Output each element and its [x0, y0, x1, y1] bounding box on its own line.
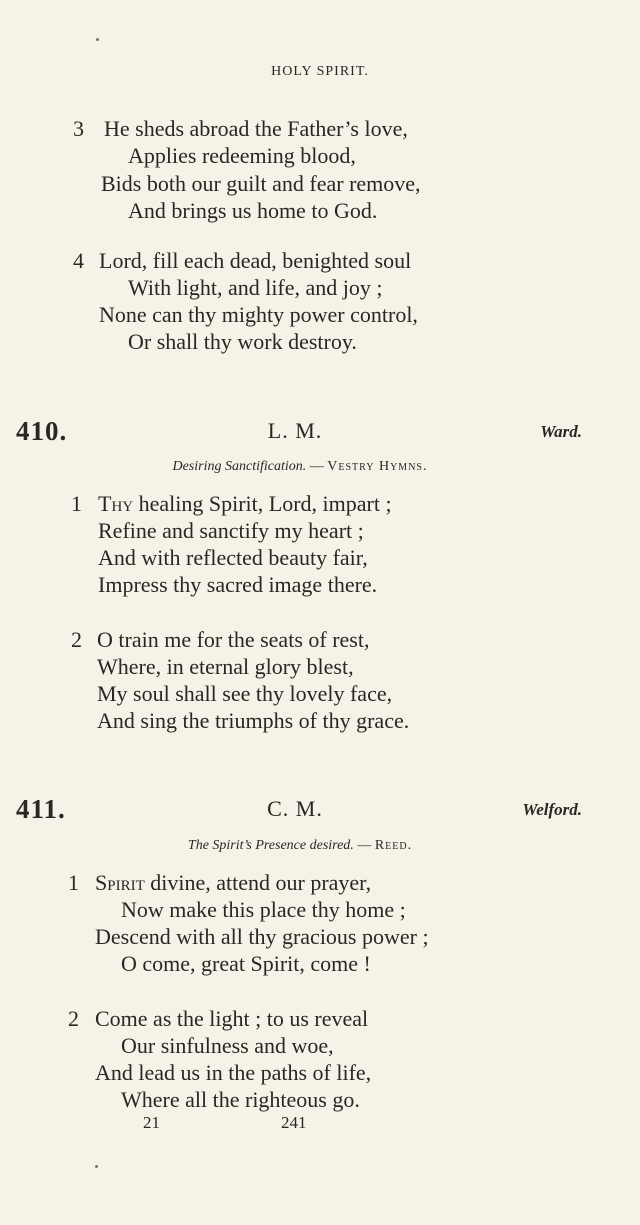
hymn-subtitle — [0, 459, 600, 475]
page-number: 241 — [281, 1113, 307, 1132]
verse-line — [98, 493, 392, 515]
verse-line: None can thy mighty power control, — [99, 302, 418, 327]
tune-name: Ward. — [540, 422, 582, 441]
verse-line: Or shall thy work destroy. — [128, 329, 357, 354]
verse-line: Applies redeeming blood, — [128, 143, 356, 168]
verse-line: Lord, fill each dead, benighted soul — [99, 248, 412, 273]
verse-line: Now make this place thy home ; — [121, 897, 406, 922]
verse-line: O train me for the seats of rest, — [97, 627, 370, 652]
verse-line: Where, in eternal glory blest, — [97, 654, 354, 679]
verse-line: And lead us in the paths of life, — [95, 1060, 372, 1085]
verse-line: O come, great Spirit, come ! — [121, 951, 371, 976]
verse-line: He sheds abroad the Father’s love, — [104, 116, 408, 141]
signature-mark: 21 — [143, 1113, 160, 1132]
verse-line: Refine and sanctify my heart ; — [98, 518, 364, 543]
hymn-title: Desiring Sanctification. — [172, 459, 307, 474]
verse-line: Where all the righteous go. — [121, 1087, 360, 1112]
verse-line-rest: healing Spirit, Lord, impart ; — [133, 491, 392, 516]
verse-line: With light, and life, and joy ; — [128, 275, 383, 300]
verse-line: Come as the light ; to us reveal — [95, 1006, 369, 1031]
subtitle-separator: — — [353, 838, 375, 853]
verse-line: My soul shall see thy lovely face, — [97, 681, 393, 706]
first-word: Thy — [98, 491, 134, 516]
stanza-number: 1 — [68, 870, 79, 895]
running-head: HOLY SPIRIT. — [271, 64, 369, 79]
paper-speck — [96, 38, 99, 41]
verse-line: And with reflected beauty fair, — [98, 545, 368, 570]
hymn-header — [0, 794, 640, 824]
stanza-number: 1 — [71, 491, 82, 516]
verse-line: Bids both our guilt and fear remove, — [101, 171, 421, 196]
stanza-number: 4 — [73, 248, 84, 273]
paper-speck — [95, 1165, 98, 1168]
first-word: Spirit — [95, 870, 145, 895]
verse-line — [95, 872, 371, 894]
verse-line: And brings us home to God. — [128, 198, 378, 223]
hymn-number: 410. — [16, 416, 68, 446]
stanza-number: 2 — [68, 1006, 79, 1031]
hymn-subtitle — [0, 838, 600, 854]
hymn-title: The Spirit’s Presence desired. — [187, 838, 354, 853]
verse-line: Descend with all thy gracious power ; — [95, 924, 429, 949]
verse-line: Our sinfulness and woe, — [121, 1033, 334, 1058]
hymn-author: Vestry Hymns. — [327, 459, 428, 474]
hymn-author: Reed. — [374, 838, 413, 853]
hymn-number: 411. — [16, 794, 66, 824]
hymn-meter: C. M. — [267, 796, 323, 821]
subtitle-separator: — — [306, 459, 328, 474]
tune-name: Welford. — [522, 800, 582, 819]
verse-line-rest: divine, attend our prayer, — [144, 870, 372, 895]
stanza-number: 3 — [73, 116, 84, 141]
verse-line: Impress thy sacred image there. — [98, 572, 378, 597]
hymn-header — [0, 416, 640, 446]
stanza-number: 2 — [71, 627, 82, 652]
hymn-meter: L. M. — [267, 418, 323, 443]
verse-line: And sing the triumphs of thy grace. — [97, 708, 410, 733]
